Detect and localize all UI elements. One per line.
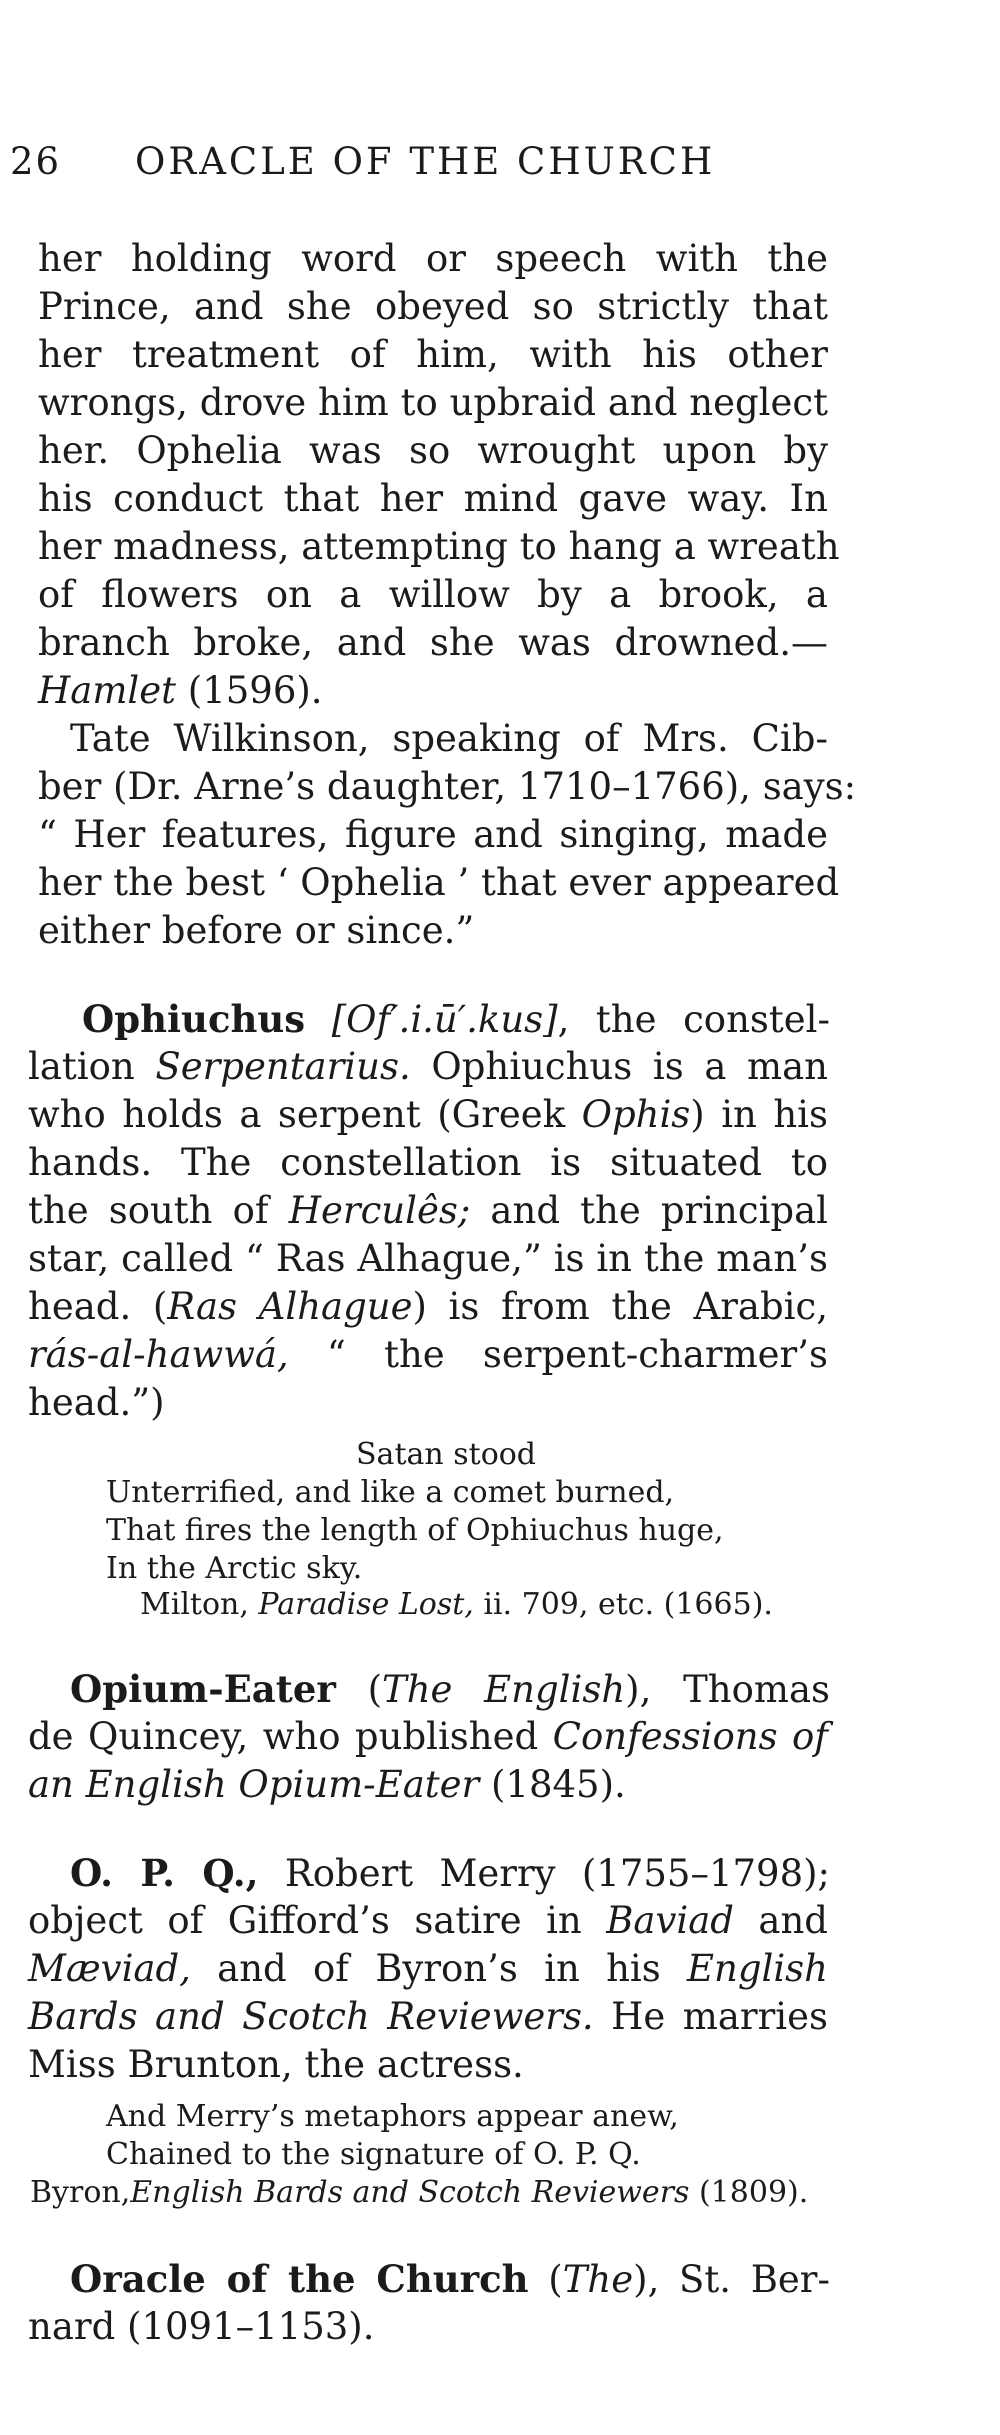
text-line: rás-al-hawwá, “ the serpent-charmer’s	[28, 1333, 828, 1376]
running-header	[10, 140, 970, 200]
work-title: Hamlet	[38, 669, 177, 712]
verse-line: That fires the length of Ophiuchus huge,	[106, 1513, 724, 1548]
text-line: branch broke, and she was drowned.—	[38, 621, 828, 664]
text-line: Miss Brunton, the actress.	[28, 2043, 524, 2086]
text-line: O. P. Q., Robert Merry (1755–1798);	[70, 1851, 831, 1895]
text-line: his conduct that her mind gave way. In	[38, 477, 828, 520]
text-line: her. Ophelia was so wrought upon by	[38, 429, 828, 472]
running-title: ORACLE OF THE CHURCH	[135, 140, 716, 183]
verse-citation: Milton, Paradise Lost, ii. 709, etc. (1665).	[140, 1587, 773, 1622]
text-line: nard (1091–1153).	[28, 2305, 375, 2348]
text-line: head.”)	[28, 1381, 165, 1424]
text-line: object of Gifford’s satire in Baviad and	[28, 1899, 828, 1942]
text-line: Hamlet (1596).	[38, 669, 323, 712]
verse-line: Chained to the signature of O. P. Q.	[106, 2137, 641, 2172]
verse-line: In the Arctic sky.	[106, 1551, 363, 1586]
text-line: of flowers on a willow by a brook, a	[38, 573, 828, 616]
headword: O. P. Q.,	[70, 1851, 259, 1895]
text-line: star, called “ Ras Alhague,” is in the man’s	[28, 1237, 828, 1280]
text-line: Ophiuchus [Of′.i.ū′.kus], the constel-	[82, 997, 830, 1041]
verse-citation: Byron,English Bards and Scotch Reviewers (1809).	[30, 2175, 809, 2210]
verse-line: Satan stood	[356, 1437, 537, 1472]
text-line: Tate Wilkinson, speaking of Mrs. Cib-	[70, 717, 828, 760]
text-line: her treatment of him, with his other	[38, 333, 828, 376]
pronunciation: [Of′.i.ū′.kus]	[305, 998, 558, 1041]
text-line: head. (Ras Alhague) is from the Arabic,	[28, 1285, 828, 1328]
text-line: who holds a serpent (Greek Ophis) in his	[28, 1093, 828, 1136]
text-line: her holding word or speech with the	[38, 237, 828, 280]
text-line: Prince, and she obeyed so strictly that	[38, 285, 828, 328]
text-line: Mæviad, and of Byron’s in his English	[28, 1947, 828, 1990]
text-line: Oracle of the Church (The), St. Ber-	[70, 2257, 830, 2301]
text-line: ber (Dr. Arne’s daughter, 1710–1766), says:	[38, 765, 857, 808]
text-line: either before or since.”	[38, 909, 475, 952]
text-line: her the best ‘ Ophelia ’ that ever appeared	[38, 861, 840, 904]
verse-line: And Merry’s metaphors appear anew,	[106, 2099, 679, 2134]
text-line: “ Her features, figure and singing, made	[38, 813, 828, 856]
text-line: wrongs, drove him to upbraid and neglect	[38, 381, 828, 424]
text-line: hands. The constellation is situated to	[28, 1141, 828, 1184]
text-line: lation Serpentarius. Ophiuchus is a man	[28, 1045, 828, 1088]
text-line: her madness, attempting to hang a wreath	[38, 525, 840, 568]
headword: Ophiuchus	[82, 997, 306, 1041]
headword: Opium-Eater	[70, 1667, 336, 1711]
verse-line: Unterrified, and like a comet burned,	[106, 1475, 675, 1510]
headword: Oracle of the Church	[70, 2257, 529, 2301]
text-line: the south of Herculês; and the principal	[28, 1189, 829, 1232]
text-line: de Quincey, who published Confessions of	[28, 1715, 828, 1758]
page-number: 26	[10, 140, 62, 183]
text-line: Opium-Eater (The English), Thomas	[70, 1667, 830, 1711]
text-line: Bards and Scotch Reviewers. He marries	[28, 1995, 829, 2038]
text-line: an English Opium-Eater (1845).	[28, 1763, 626, 1806]
